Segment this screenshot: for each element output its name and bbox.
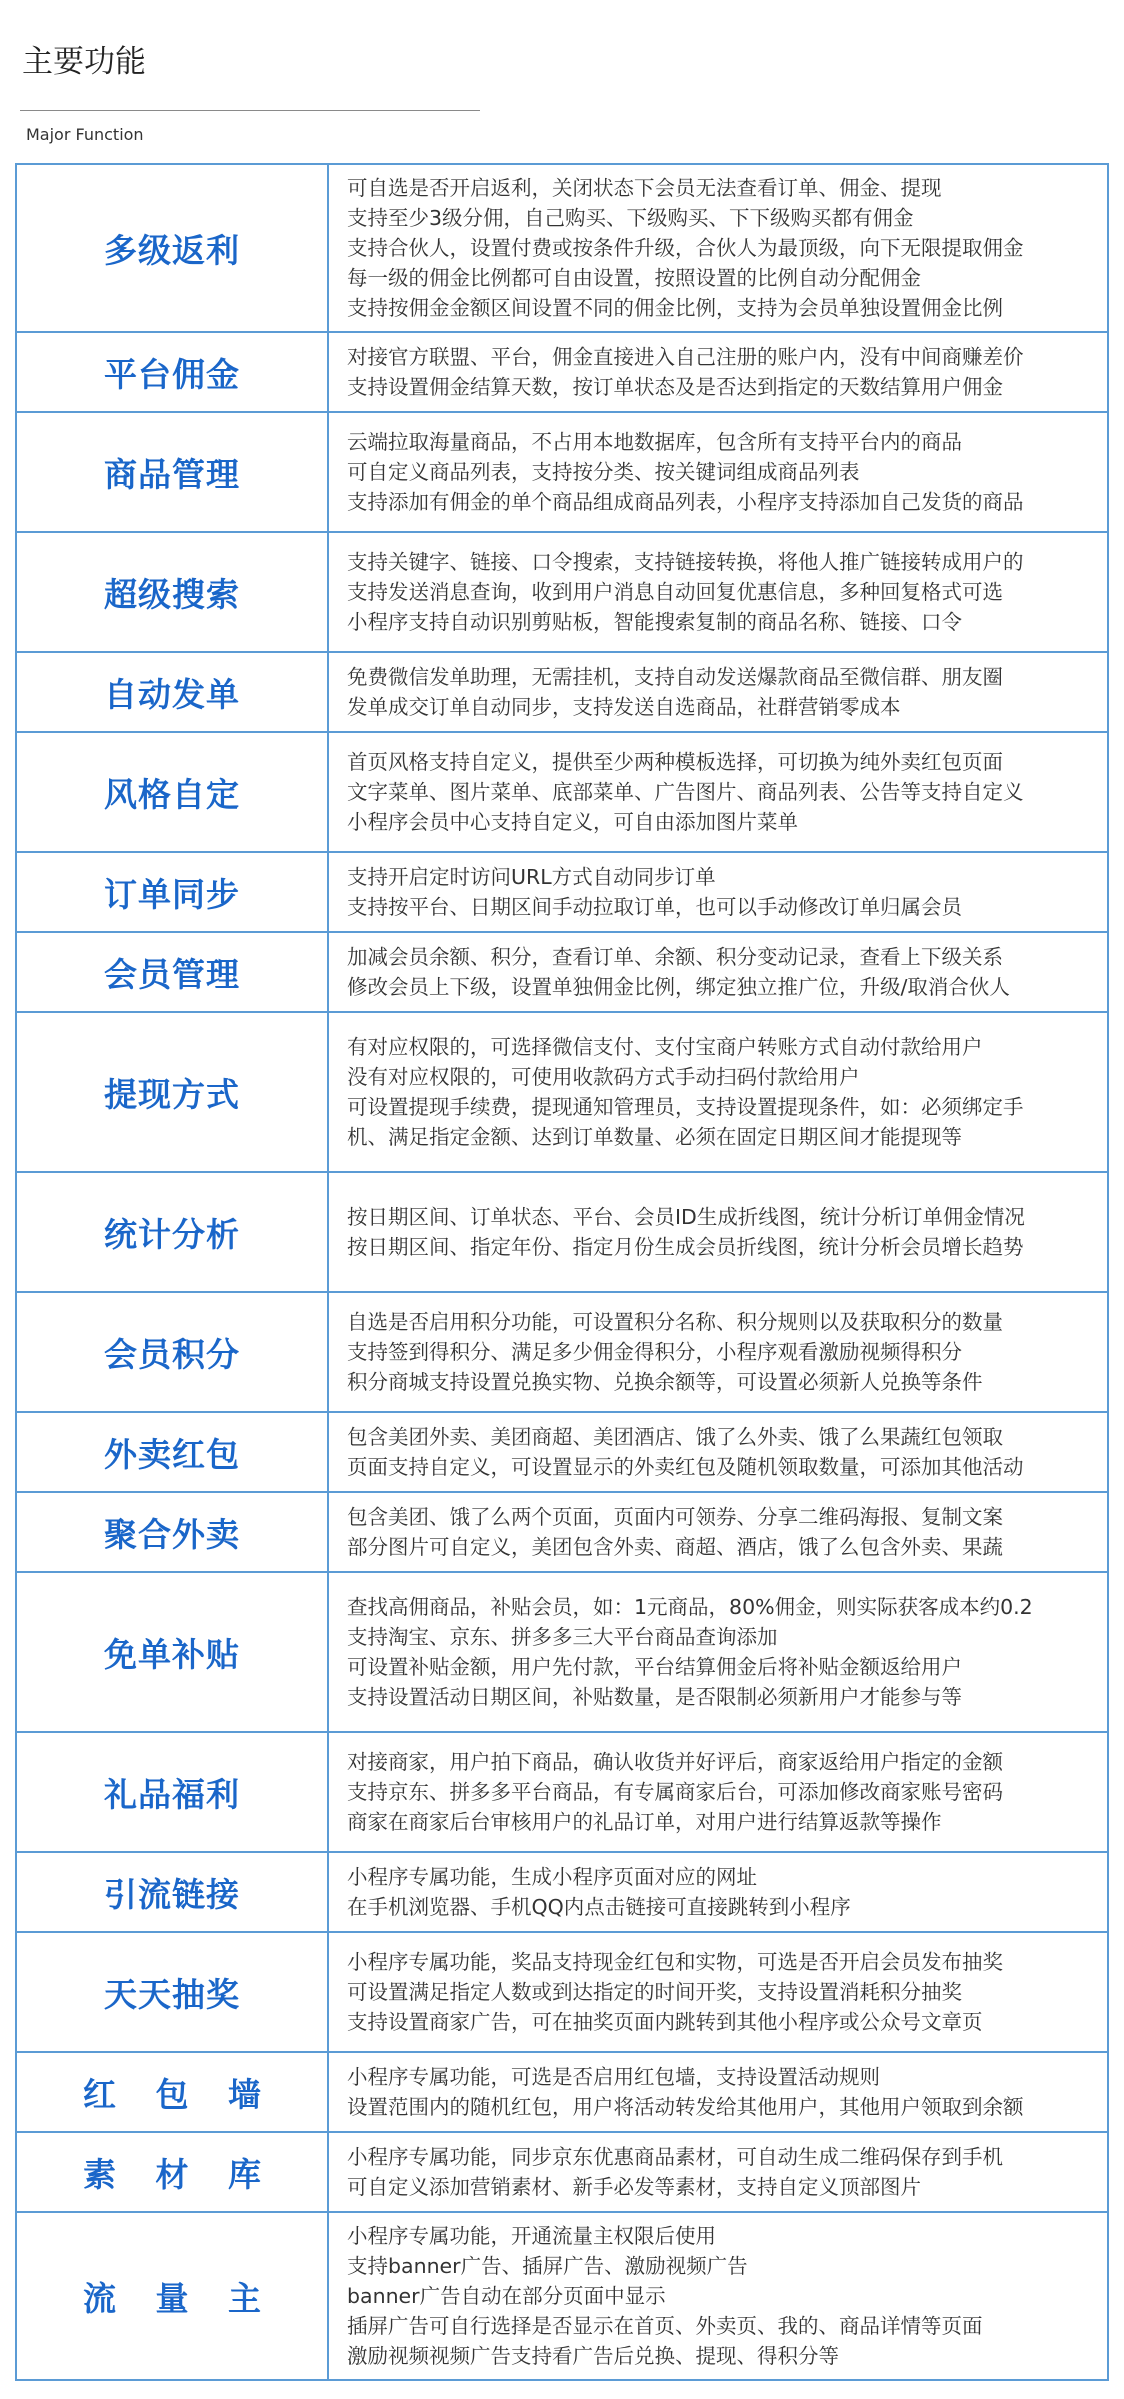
- feature-row: [16, 2052, 1108, 2132]
- feature-row: [16, 1932, 1108, 2052]
- feature-row: [16, 1732, 1108, 1852]
- feature-description: [328, 1412, 1108, 1492]
- feature-row: [16, 1492, 1108, 1572]
- feature-description-line: 小程序专属功能，奖品支持现金红包和实物，可选是否开启会员发布抽奖: [347, 1950, 1003, 1974]
- feature-row: [16, 532, 1108, 652]
- feature-description: [328, 1172, 1108, 1292]
- feature-name: 超级搜索: [16, 532, 328, 652]
- feature-description: [328, 2052, 1108, 2132]
- feature-description-line: 支持按平台、日期区间手动拉取订单，也可以手动修改订单归属会员: [347, 895, 962, 919]
- feature-description-line: 支持至少3级分佣，自己购买、下级购买、下下级购买都有佣金: [347, 206, 914, 230]
- feature-description-line: 支持添加有佣金的单个商品组成商品列表，小程序支持添加自己发货的商品: [347, 490, 1024, 514]
- feature-description-line: 设置范围内的随机红包，用户将活动转发给其他用户，其他用户领取到余额: [347, 2095, 1024, 2119]
- feature-row: [16, 2212, 1108, 2380]
- feature-row: [16, 1012, 1108, 1172]
- feature-description-line: 激励视频视频广告支持看广告后兑换、提现、得积分等: [347, 2344, 839, 2368]
- feature-name: 商品管理: [16, 412, 328, 532]
- feature-description-line: banner广告自动在部分页面中显示: [347, 2284, 666, 2308]
- feature-description: [328, 412, 1108, 532]
- feature-description-line: 可自定义商品列表，支持按分类、按关键词组成商品列表: [347, 460, 860, 484]
- feature-description-line: 支持设置商家广告，可在抽奖页面内跳转到其他小程序或公众号文章页: [347, 2010, 983, 2034]
- feature-description-line: 支持签到得积分、满足多少佣金得积分，小程序观看激励视频得积分: [347, 1340, 962, 1364]
- feature-description-line: 小程序支持自动识别剪贴板，智能搜索复制的商品名称、链接、口令: [347, 610, 962, 634]
- feature-description: [328, 1492, 1108, 1572]
- feature-description-line: 小程序会员中心支持自定义，可自由添加图片菜单: [347, 810, 798, 834]
- feature-description: [328, 1732, 1108, 1852]
- feature-description-line: 查找高佣商品，补贴会员，如：1元商品，80%佣金，则实际获客成本约0.2: [347, 1595, 1033, 1619]
- feature-description-line: 包含美团、饿了么两个页面，页面内可领券、分享二维码海报、复制文案: [347, 1505, 1003, 1529]
- feature-description-line: 对接官方联盟、平台，佣金直接进入自己注册的账户内，没有中间商赚差价: [347, 345, 1024, 369]
- feature-description: [328, 2212, 1108, 2380]
- feature-description: [328, 1852, 1108, 1932]
- feature-row: [16, 164, 1108, 332]
- feature-description-line: 支持淘宝、京东、拼多多三大平台商品查询添加: [347, 1625, 778, 1649]
- feature-description: [328, 532, 1108, 652]
- feature-row: [16, 412, 1108, 532]
- feature-description-line: 每一级的佣金比例都可自由设置，按照设置的比例自动分配佣金: [347, 266, 921, 290]
- feature-table-body: [16, 164, 1108, 2380]
- feature-description-line: 首页风格支持自定义，提供至少两种模板选择，可切换为纯外卖红包页面: [347, 750, 1003, 774]
- feature-description-line: 小程序专属功能，开通流量主权限后使用: [347, 2224, 716, 2248]
- feature-description-line: 部分图片可自定义，美团包含外卖、商超、酒店，饿了么包含外卖、果蔬: [347, 1535, 1003, 1559]
- feature-description-line: 可设置提现手续费，提现通知管理员，支持设置提现条件，如：必须绑定手: [347, 1095, 1024, 1119]
- feature-description-line: 可自定义添加营销素材、新手必发等素材，支持自定义顶部图片: [347, 2175, 921, 2199]
- feature-description-line: 加减会员余额、积分，查看订单、余额、积分变动记录，查看上下级关系: [347, 945, 1003, 969]
- feature-row: [16, 1572, 1108, 1732]
- feature-description-line: 插屏广告可自行选择是否显示在首页、外卖页、我的、商品详情等页面: [347, 2314, 983, 2338]
- feature-name: 平台佣金: [16, 332, 328, 412]
- feature-description-line: 支持设置佣金结算天数，按订单状态及是否达到指定的天数结算用户佣金: [347, 375, 1003, 399]
- feature-row: [16, 732, 1108, 852]
- feature-description: [328, 2132, 1108, 2212]
- feature-description-line: 在手机浏览器、手机QQ内点击链接可直接跳转到小程序: [347, 1895, 851, 1919]
- feature-description-line: 没有对应权限的，可使用收款码方式手动扫码付款给用户: [347, 1065, 860, 1089]
- title-divider: [20, 110, 480, 111]
- feature-name: 订单同步: [16, 852, 328, 932]
- feature-description-line: 自选是否启用积分功能，可设置积分名称、积分规则以及获取积分的数量: [347, 1310, 1003, 1334]
- feature-row: [16, 1172, 1108, 1292]
- feature-description-line: 发单成交订单自动同步，支持发送自选商品，社群营销零成本: [347, 695, 901, 719]
- section-title: 主要功能: [22, 44, 146, 80]
- feature-description-line: 可自选是否开启返利，关闭状态下会员无法查看订单、佣金、提现: [347, 176, 942, 200]
- feature-row: [16, 1412, 1108, 1492]
- feature-description-line: 商家在商家后台审核用户的礼品订单，对用户进行结算返款等操作: [347, 1810, 942, 1834]
- feature-name: 外卖红包: [16, 1412, 328, 1492]
- feature-row: [16, 332, 1108, 412]
- feature-description-line: 页面支持自定义，可设置显示的外卖红包及随机领取数量，可添加其他活动: [347, 1455, 1024, 1479]
- feature-name: 提现方式: [16, 1012, 328, 1172]
- feature-description-line: 按日期区间、订单状态、平台、会员ID生成折线图，统计分析订单佣金情况: [347, 1205, 1025, 1229]
- feature-description-line: 积分商城支持设置兑换实物、兑换余额等，可设置必须新人兑换等条件: [347, 1370, 983, 1394]
- feature-description-line: 支持发送消息查询，收到用户消息自动回复优惠信息，多种回复格式可选: [347, 580, 1003, 604]
- section-subtitle: Major Function: [26, 125, 144, 144]
- feature-row: [16, 652, 1108, 732]
- feature-description: [328, 932, 1108, 1012]
- feature-name: 会员积分: [16, 1292, 328, 1412]
- feature-description: [328, 1012, 1108, 1172]
- feature-description-line: 可设置补贴金额，用户先付款，平台结算佣金后将补贴金额返给用户: [347, 1655, 962, 1679]
- feature-description: [328, 1932, 1108, 2052]
- feature-description: [328, 332, 1108, 412]
- feature-name: 礼品福利: [16, 1732, 328, 1852]
- feature-name: 天天抽奖: [16, 1932, 328, 2052]
- feature-description-line: 包含美团外卖、美团商超、美团酒店、饿了么外卖、饿了么果蔬红包领取: [347, 1425, 1003, 1449]
- feature-name: 多级返利: [16, 164, 328, 332]
- feature-name: 风格自定: [16, 732, 328, 852]
- feature-description-line: 云端拉取海量商品，不占用本地数据库，包含所有支持平台内的商品: [347, 430, 962, 454]
- feature-row: [16, 2132, 1108, 2212]
- feature-description-line: 文字菜单、图片菜单、底部菜单、广告图片、商品列表、公告等支持自定义: [347, 780, 1024, 804]
- section-header: [20, 40, 480, 144]
- feature-description-line: 支持banner广告、插屏广告、激励视频广告: [347, 2254, 748, 2278]
- feature-description-line: 支持按佣金金额区间设置不同的佣金比例，支持为会员单独设置佣金比例: [347, 296, 1003, 320]
- feature-name: 红 包 墙: [16, 2052, 328, 2132]
- feature-name: 素 材 库: [16, 2132, 328, 2212]
- feature-row: [16, 1292, 1108, 1412]
- feature-description-line: 支持关键字、链接、口令搜索，支持链接转换，将他人推广链接转成用户的: [347, 550, 1024, 574]
- feature-name: 统计分析: [16, 1172, 328, 1292]
- feature-description-line: 免费微信发单助理，无需挂机，支持自动发送爆款商品至微信群、朋友圈: [347, 665, 1003, 689]
- feature-description: [328, 732, 1108, 852]
- feature-table: [15, 163, 1109, 2381]
- feature-name: 聚合外卖: [16, 1492, 328, 1572]
- feature-description-line: 小程序专属功能，生成小程序页面对应的网址: [347, 1865, 757, 1889]
- feature-name: 流 量 主: [16, 2212, 328, 2380]
- feature-row: [16, 932, 1108, 1012]
- feature-description-line: 支持开启定时访问URL方式自动同步订单: [347, 865, 716, 889]
- feature-description-line: 支持合伙人，设置付费或按条件升级，合伙人为最顶级，向下无限提取佣金: [347, 236, 1024, 260]
- feature-name: 免单补贴: [16, 1572, 328, 1732]
- feature-description-line: 对接商家，用户拍下商品，确认收货并好评后，商家返给用户指定的金额: [347, 1750, 1003, 1774]
- feature-description-line: 修改会员上下级，设置单独佣金比例，绑定独立推广位，升级/取消合伙人: [347, 975, 1010, 999]
- feature-description: [328, 164, 1108, 332]
- feature-name: 引流链接: [16, 1852, 328, 1932]
- feature-description-line: 支持京东、拼多多平台商品，有专属商家后台，可添加修改商家账号密码: [347, 1780, 1003, 1804]
- feature-description: [328, 652, 1108, 732]
- feature-name: 自动发单: [16, 652, 328, 732]
- feature-description-line: 按日期区间、指定年份、指定月份生成会员折线图，统计分析会员增长趋势: [347, 1235, 1024, 1259]
- feature-description-line: 支持设置活动日期区间，补贴数量，是否限制必须新用户才能参与等: [347, 1685, 962, 1709]
- feature-description: [328, 852, 1108, 932]
- feature-description-line: 小程序专属功能，可选是否启用红包墙，支持设置活动规则: [347, 2065, 880, 2089]
- feature-row: [16, 852, 1108, 932]
- feature-name: 会员管理: [16, 932, 328, 1012]
- feature-description-line: 有对应权限的，可选择微信支付、支付宝商户转账方式自动付款给用户: [347, 1035, 983, 1059]
- feature-description-line: 机、满足指定金额、达到订单数量、必须在固定日期区间才能提现等: [347, 1125, 962, 1149]
- feature-description-line: 小程序专属功能，同步京东优惠商品素材，可自动生成二维码保存到手机: [347, 2145, 1003, 2169]
- feature-row: [16, 1852, 1108, 1932]
- feature-description-line: 可设置满足指定人数或到达指定的时间开奖，支持设置消耗积分抽奖: [347, 1980, 962, 2004]
- feature-description: [328, 1292, 1108, 1412]
- feature-description: [328, 1572, 1108, 1732]
